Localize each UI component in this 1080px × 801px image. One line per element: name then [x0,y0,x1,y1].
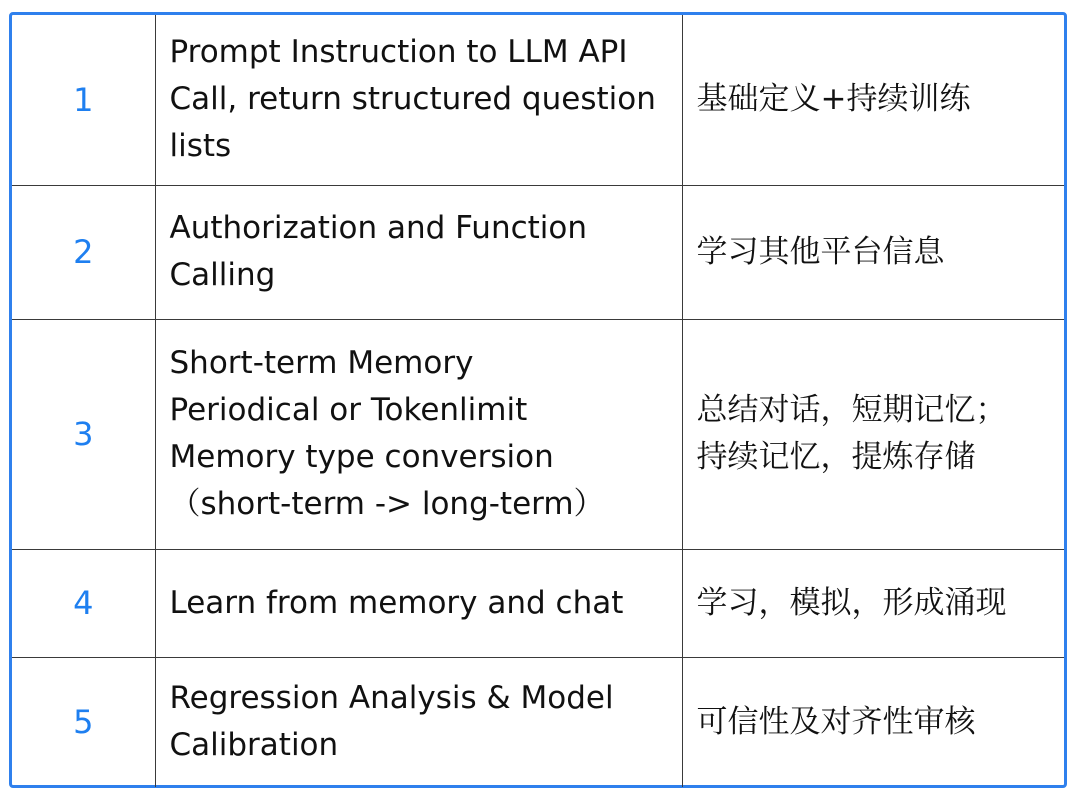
row-number: 1 [12,15,155,185]
row-description-zh: 可信性及对齐性审核 [682,657,1064,787]
row-description-en: Prompt Instruction to LLM API Call, return structured question lists [155,15,682,185]
table-row [12,185,1064,319]
table-row [12,549,1064,657]
row-description-zh: 总结对话，短期记忆； 持续记忆，提炼存储 [682,319,1064,549]
row-description-zh: 学习其他平台信息 [682,185,1064,319]
row-description-en: Authorization and Function Calling [155,185,682,319]
row-number: 3 [12,319,155,549]
row-description-en: Learn from memory and chat [155,549,682,657]
row-number: 2 [12,185,155,319]
row-description-en: Short-term Memory Periodical or Tokenlimit Memory type conversion （short-term -> long-term） [155,319,682,549]
row-description-zh: 学习，模拟，形成涌现 [682,549,1064,657]
row-number: 4 [12,549,155,657]
row-description-zh: 基础定义+持续训练 [682,15,1064,185]
table-row [12,657,1064,787]
table-row [12,319,1064,549]
roadmap-table [12,15,1064,787]
row-number: 5 [12,657,155,787]
table-row [12,15,1064,185]
row-description-en: Regression Analysis & Model Calibration [155,657,682,787]
